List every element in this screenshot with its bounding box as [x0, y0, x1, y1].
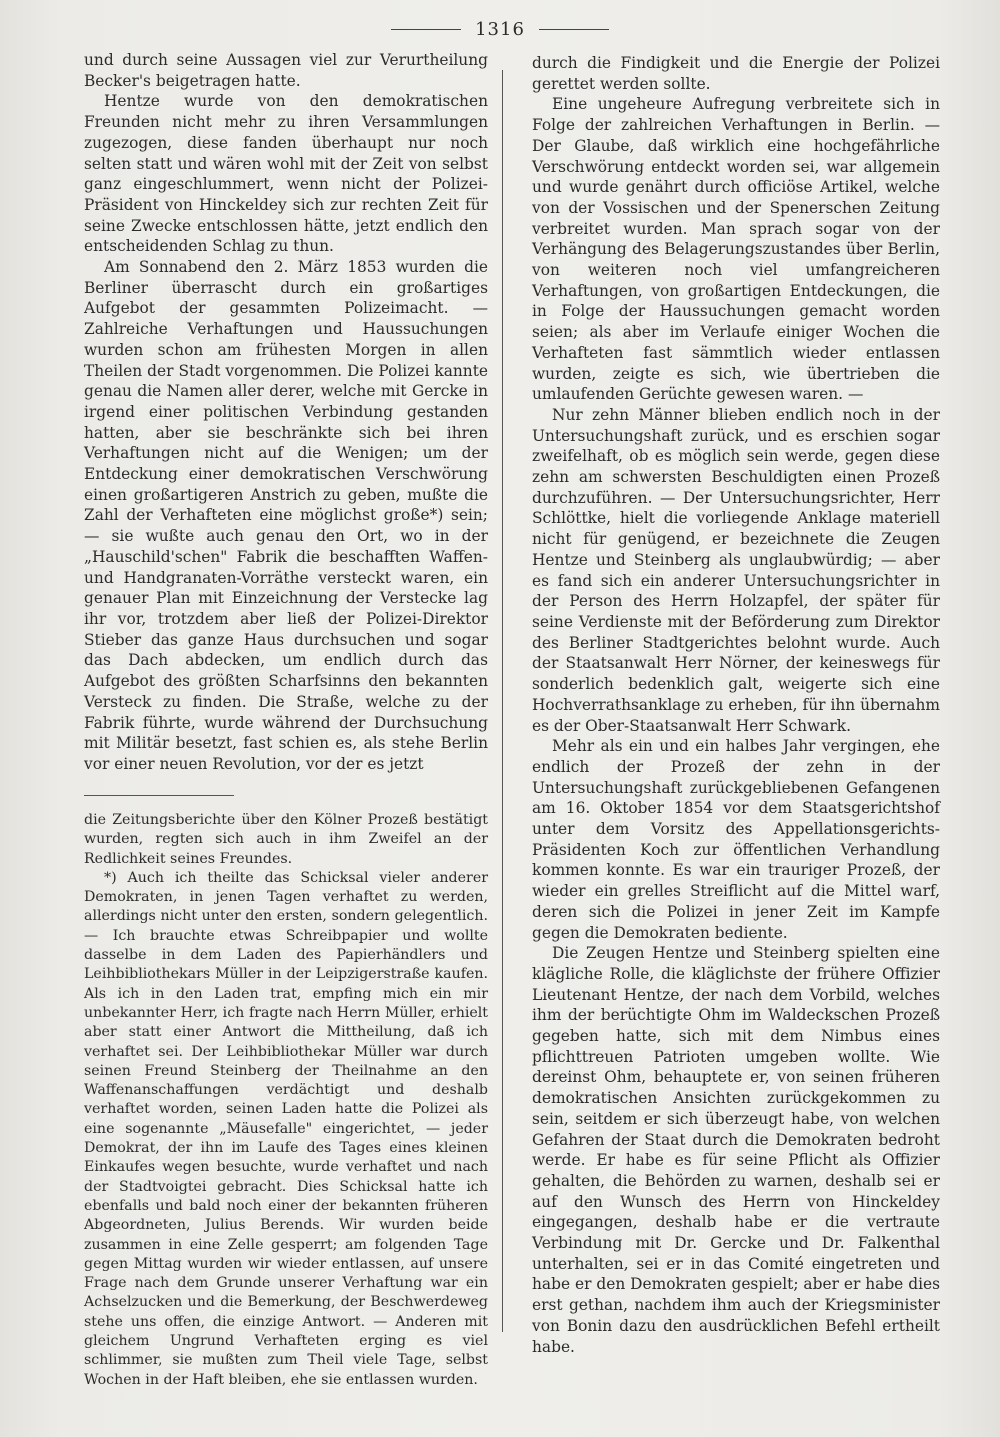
- paragraph: Mehr als ein und ein halbes Jahr vergingen, ehe endlich der Prozeß der zehn in der Untersuchungshaft zurückgebliebenen Gefangenen am 16. Oktober 1854 vor dem Staatsgerichtshof unter dem Vorsitz des Appellationsgerichts-Präsidenten Koch zur öffentlichen Verhandlung kommen konnte. Es war ein trauriger Prozeß, der wieder ein grelles Streiflicht auf die Mittel warf, deren sich die Polizei in jener Zeit im Kampfe gegen die Demokraten bediente.: [532, 737, 940, 942]
- paragraph: durch die Findigkeit und die Energie der Polizei gerettet werden sollte.: [532, 54, 940, 93]
- header-rule-left: [391, 29, 461, 30]
- paragraph: Am Sonnabend den 2. März 1853 wurden die Berliner überrascht durch ein großartiges Aufgebot der gesammten Polizeimacht. — Zahlreiche Verhaftungen und Haussuchungen wurden schon am frühesten Morgen in allen Theilen der Stadt vorgenommen. Die Polizei kannte genau die Namen aller derer, welche mit Gercke in irgend einer politischen Verbindung gestanden hatten, aber sie beschränkte sich bei ihren Verhaftungen nicht auf die Wenigen; um der Entdeckung einer demokratischen Verschwörung einen großartigeren Anstrich zu geben, mußte die Zahl der Verhafteten eine möglichst große*) sein; — sie wußte auch genau den Ort, wo in der „Hauschild'schen" Fabrik die beschafften Waffen- und Handgranaten-Vorräthe versteckt waren, ein genauer Plan mit Einzeichnung der Verstecke lag ihr vor, trotzdem aber ließ der Polizei-Direktor Stieber das ganze Haus durchsuchen und sogar das Dach abdecken, um endlich durch das Aufgebot des größten Scharfsinns den bekannten Versteck zu finden. Die Straße, welche zu der Fabrik führte, wurde während der Durchsuchung mit Militär besetzt, fast schien es, als stehe Berlin vor einer neuen Revolution, vor der es jetzt: [84, 258, 488, 773]
- paragraph: Nur zehn Männer blieben endlich noch in der Untersuchungshaft zurück, und es erschien sogar zweifelhaft, ob es möglich sein werde, gegen diese zehn am schwersten Beschuldigten einen Prozeß durchzuführen. — Der Untersuchungsrichter, Herr Schlöttke, hielt die vorliegende Anklage materiell nicht für genügend, er bezeichnete die Zeugen Hentze und Steinberg als unglaubwürdig; — aber es fand sich ein anderer Untersuchungsrichter in der Person des Herrn Holzapfel, der später für seine Verdienste mit der Beförderung zum Direktor des Berliner Stadtgerichtes belohnt wurde. Auch der Staatsanwalt Herr Nörner, der keineswegs für sonderlich bedenklich galt, weigerte sich eine Hochverrathsanklage zu erheben, für ihn übernahm es der Ober-Staatsanwalt Herr Schwark.: [532, 405, 940, 735]
- footnote-rule: [84, 795, 234, 796]
- paragraph: Eine ungeheure Aufregung verbreitete sich in Folge der zahlreichen Verhaftungen in Berlin. — Der Glaube, daß wirklich eine hochgefährliche Verschwörung entdeckt worden sei, war allgemein und wurde genährt durch officiöse Artikel, welche von der Vossischen und der Spenerschen Zeitung verbreitet wurden. Man sprach sogar von der Verhängung des Belagerungszustandes über Berlin, von weiteren noch viel umfangreicheren Verhaftungen, von großartigen Entdeckungen, die in Folge der Haussuchungen gemacht worden seien; als aber im Verlaufe einiger Wochen die Verhafteten fast sämmtlich wieder entlassen wurden, zeigte es sich, wie übertrieben die umlaufenden Gerüchte gewesen waren. —: [532, 95, 940, 404]
- paragraph: Die Zeugen Hentze und Steinberg spielten eine klägliche Rolle, die kläglichste der frühere Offizier Lieutenant Hentze, der nach dem Vorbild, welches ihm der berüchtigte Ohm im Waldeckschen Prozeß gegeben hatte, sich mit dem Nimbus eines pflichttreuen Patrioten umgeben wollte. Wie dereinst Ohm, behauptete er, von seinen früheren demokratischen Ansichten zurückgekommen zu sein, seitdem er sich überzeugt habe, von welchen Gefahren der Staat durch die Demokraten bedroht werde. Er habe es für seine Pflicht als Offizier gehalten, die Behörden zu warnen, deshalb sei er auf den Wunsch des Herrn von Hinckeldey eingegangen, deshalb habe er die vertraute Verbindung mit Dr. Gercke und Dr. Falkenthal unterhalten, sei er in das Comité eingetreten und habe er den Demokraten gespielt; aber er habe dies erst gethan, nachdem ihm auch der Kriegsminister von Bonin dazu den ausdrücklichen Befehl ertheilt habe.: [532, 944, 940, 1356]
- left-column: [84, 50, 488, 775]
- header-rule-right: [539, 29, 609, 30]
- footnote: *) Auch ich theilte das Schicksal vieler anderer Demokraten, in jenen Tagen verhaftet zu werden, allerdings nicht unter den ersten, sondern gelegentlich. — Ich brauchte etwas Schreibpapier und wollte dasselbe in dem Laden des Papierhändlers und Leihbibliothekars Müller in der Leipzigerstraße kaufen. Als ich in den Laden trat, empfing mich ein mir unbekannter Herr, ich fragte nach Herrn Müller, erhielt aber statt einer Antwort die Mittheilung, daß ich verhaftet sei. Der Leihbibliothekar Müller war durch seinen Freund Steinberg der Theilnahme an den Waffenanschaffungen verdächtigt und deshalb verhaftet worden, seinen Laden hatte die Polizei als eine sogenannte „Mäusefalle" eingerichtet, — jeder Demokrat, der ihn im Laufe des Tages eines kleinen Einkaufes wegen besuchte, wurde verhaftet und nach der Stadtvoigtei gebracht. Dies Schicksal hatte ich ebenfalls und bald noch einer der bekannten früheren Abgeordneten, Julius Berends. Wir wurden beide zusammen in eine Zelle gesperrt; am folgenden Tage gegen Mittag wurden wir wieder entlassen, auf unsere Frage nach dem Grunde unserer Verhaftung war ein Achselzucken und die Bemerkung, der Beschwerdeweg stehe uns offen, die einzige Antwort. — Anderen mit gleichem Ungrund Verhafteten erging es viel schlimmer, sie mußten zum Theil viele Tage, selbst Wochen in der Haft bleiben, ehe sie entlassen wurden.: [84, 869, 488, 1388]
- page-header: [0, 14, 1000, 44]
- paragraph: und durch seine Aussagen viel zur Verurtheilung Becker's beigetragen hatte.: [84, 51, 488, 90]
- column-divider: [502, 70, 503, 1332]
- right-column: [532, 53, 940, 1357]
- footnote: die Zeitungsberichte über den Kölner Prozeß bestätigt wurden, regten sich auch in ihm Zweifel an der Redlichkeit seines Freundes.: [84, 812, 488, 867]
- footnotes: [84, 811, 488, 1390]
- page-number: 1316: [475, 18, 525, 40]
- paragraph: Hentze wurde von den demokratischen Freunden nicht mehr zu ihren Versammlungen zugezogen, diese fanden überhaupt nur noch selten statt und wären wohl mit der Zeit von selbst ganz eingeschlummert, wenn nicht der Polizei-Präsident von Hinckeldey sich zur rechten Zeit für seine Zwecke entschlossen hätte, jetzt endlich den entscheidenden Schlag zu thun.: [84, 92, 488, 256]
